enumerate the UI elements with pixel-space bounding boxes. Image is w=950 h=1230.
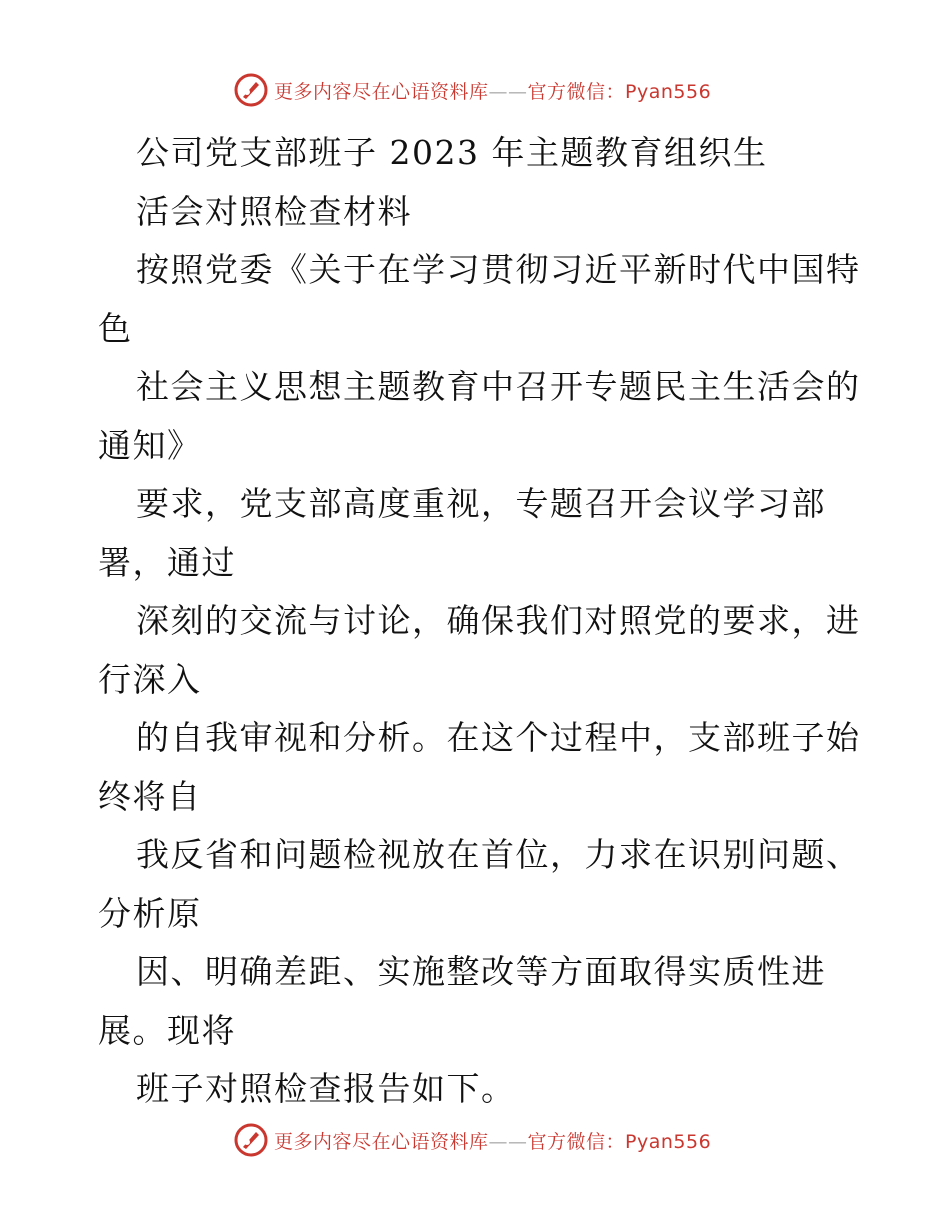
- banner-text: [274, 1127, 711, 1154]
- banner-wechat-id: Pyan556: [625, 80, 712, 103]
- text-line: 色: [98, 308, 133, 348]
- text-line: 按照党委《关于在学习贯彻习近平新时代中国特: [136, 250, 861, 289]
- header-banner[interactable]: [234, 70, 711, 110]
- text-line: 深刻的交流与讨论，确保我们对照党的要求，进: [136, 601, 861, 640]
- text-line: 展。现将: [98, 1010, 236, 1050]
- text-line: 因、明确差距、实施整改等方面取得实质性进: [136, 952, 826, 991]
- banner-text: [274, 77, 711, 104]
- text-line: 终将自: [98, 776, 202, 816]
- text-line: 社会主义思想主题教育中召开专题民主生活会的: [136, 367, 861, 406]
- banner-wechat-id: Pyan556: [625, 1130, 712, 1153]
- text-line: 公司党支部班子 2023 年主题教育组织生: [136, 133, 768, 172]
- text-line: 行深入: [98, 659, 202, 699]
- banner-site-name: 更多内容尽在心语资料库: [274, 80, 489, 103]
- banner-wechat-label: 官方微信：: [527, 1130, 626, 1153]
- banner-wechat-label: 官方微信：: [527, 80, 626, 103]
- text-line: 要求，党支部高度重视，专题召开会议学习部: [136, 484, 826, 523]
- seal-logo-icon: [234, 1123, 268, 1157]
- banner-dash: ——: [488, 1130, 528, 1153]
- text-line: 班子对照检查报告如下。: [136, 1069, 516, 1108]
- text-line: 的自我审视和分析。在这个过程中，支部班子始: [136, 718, 861, 757]
- text-line: 分析原: [98, 893, 202, 933]
- banner-dash: ——: [488, 80, 528, 103]
- text-line: 我反省和问题检视放在首位，力求在识别问题、: [136, 835, 861, 874]
- banner-site-name: 更多内容尽在心语资料库: [274, 1130, 489, 1153]
- footer-banner[interactable]: [234, 1120, 711, 1160]
- text-line: 通知》: [98, 425, 202, 465]
- text-line: 活会对照检查材料: [136, 191, 412, 231]
- seal-logo-icon: [234, 73, 268, 107]
- text-line: 署，通过: [98, 542, 236, 582]
- document-body: [98, 124, 861, 1119]
